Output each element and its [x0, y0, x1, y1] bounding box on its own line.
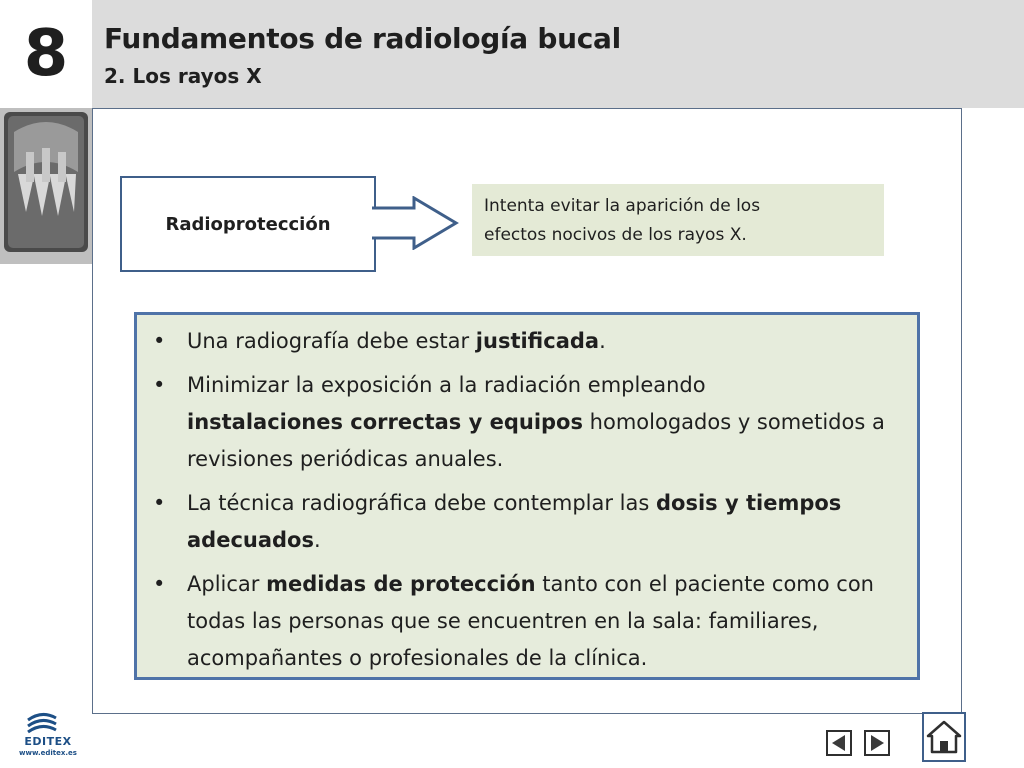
dental-xray-image — [4, 112, 88, 252]
bullet-list-box — [134, 312, 920, 680]
bullet-icon: • — [153, 373, 166, 397]
bullet-text: . — [313, 528, 321, 552]
chapter-number: 8 — [0, 0, 92, 108]
concept-box: Radioprotección — [120, 176, 376, 272]
arrow-right-icon — [370, 196, 460, 250]
bullet-item-dosis — [147, 485, 905, 559]
definition-box — [472, 184, 884, 256]
bullet-emphasis: instalaciones correctas y equipos — [187, 410, 583, 434]
bullet-item-instalaciones — [147, 367, 905, 478]
editex-logo-icon — [24, 712, 60, 734]
brand-url: www.editex.es — [19, 749, 77, 757]
bullet-item-justificada — [147, 323, 905, 360]
slide-subtitle: 2. Los rayos X — [104, 64, 262, 88]
bullet-icon: • — [153, 329, 166, 353]
previous-slide-button[interactable] — [826, 730, 852, 756]
triangle-left-icon — [828, 732, 850, 754]
brand-name: EDITEX — [24, 735, 72, 748]
next-slide-button[interactable] — [864, 730, 890, 756]
bullet-text: Minimizar la exposición a la radiación empleando — [187, 373, 706, 397]
bullet-list — [147, 323, 905, 677]
definition-line: efectos nocivos de los rayos X. — [484, 225, 747, 245]
home-button[interactable] — [922, 712, 966, 762]
bullet-text: homologados y sometidos a revisiones periódicas anuales. — [187, 410, 885, 471]
definition-line: Intenta evitar la aparición de los — [484, 196, 761, 216]
bullet-text: . — [599, 329, 606, 353]
bullet-icon: • — [153, 491, 166, 515]
bullet-text: Una radiografía debe estar — [187, 329, 476, 353]
bullet-emphasis: dosis y tiempos adecuados — [187, 491, 842, 552]
triangle-right-icon — [866, 732, 888, 754]
bullet-text: Aplicar — [187, 572, 267, 596]
bullet-emphasis: medidas de protección — [266, 572, 536, 596]
bullet-item-proteccion — [147, 566, 905, 677]
home-icon — [924, 714, 964, 760]
bullet-text: tanto con el paciente como con todas las personas que se encuentren en la sala: familiares, acompañantes o profesionales de la clínica. — [187, 572, 874, 670]
bullet-text: La técnica radiográfica debe contemplar las — [187, 491, 656, 515]
bullet-emphasis: justificada — [475, 329, 600, 353]
slide-title: Fundamentos de radiología bucal — [104, 22, 621, 55]
bullet-icon: • — [153, 572, 166, 596]
